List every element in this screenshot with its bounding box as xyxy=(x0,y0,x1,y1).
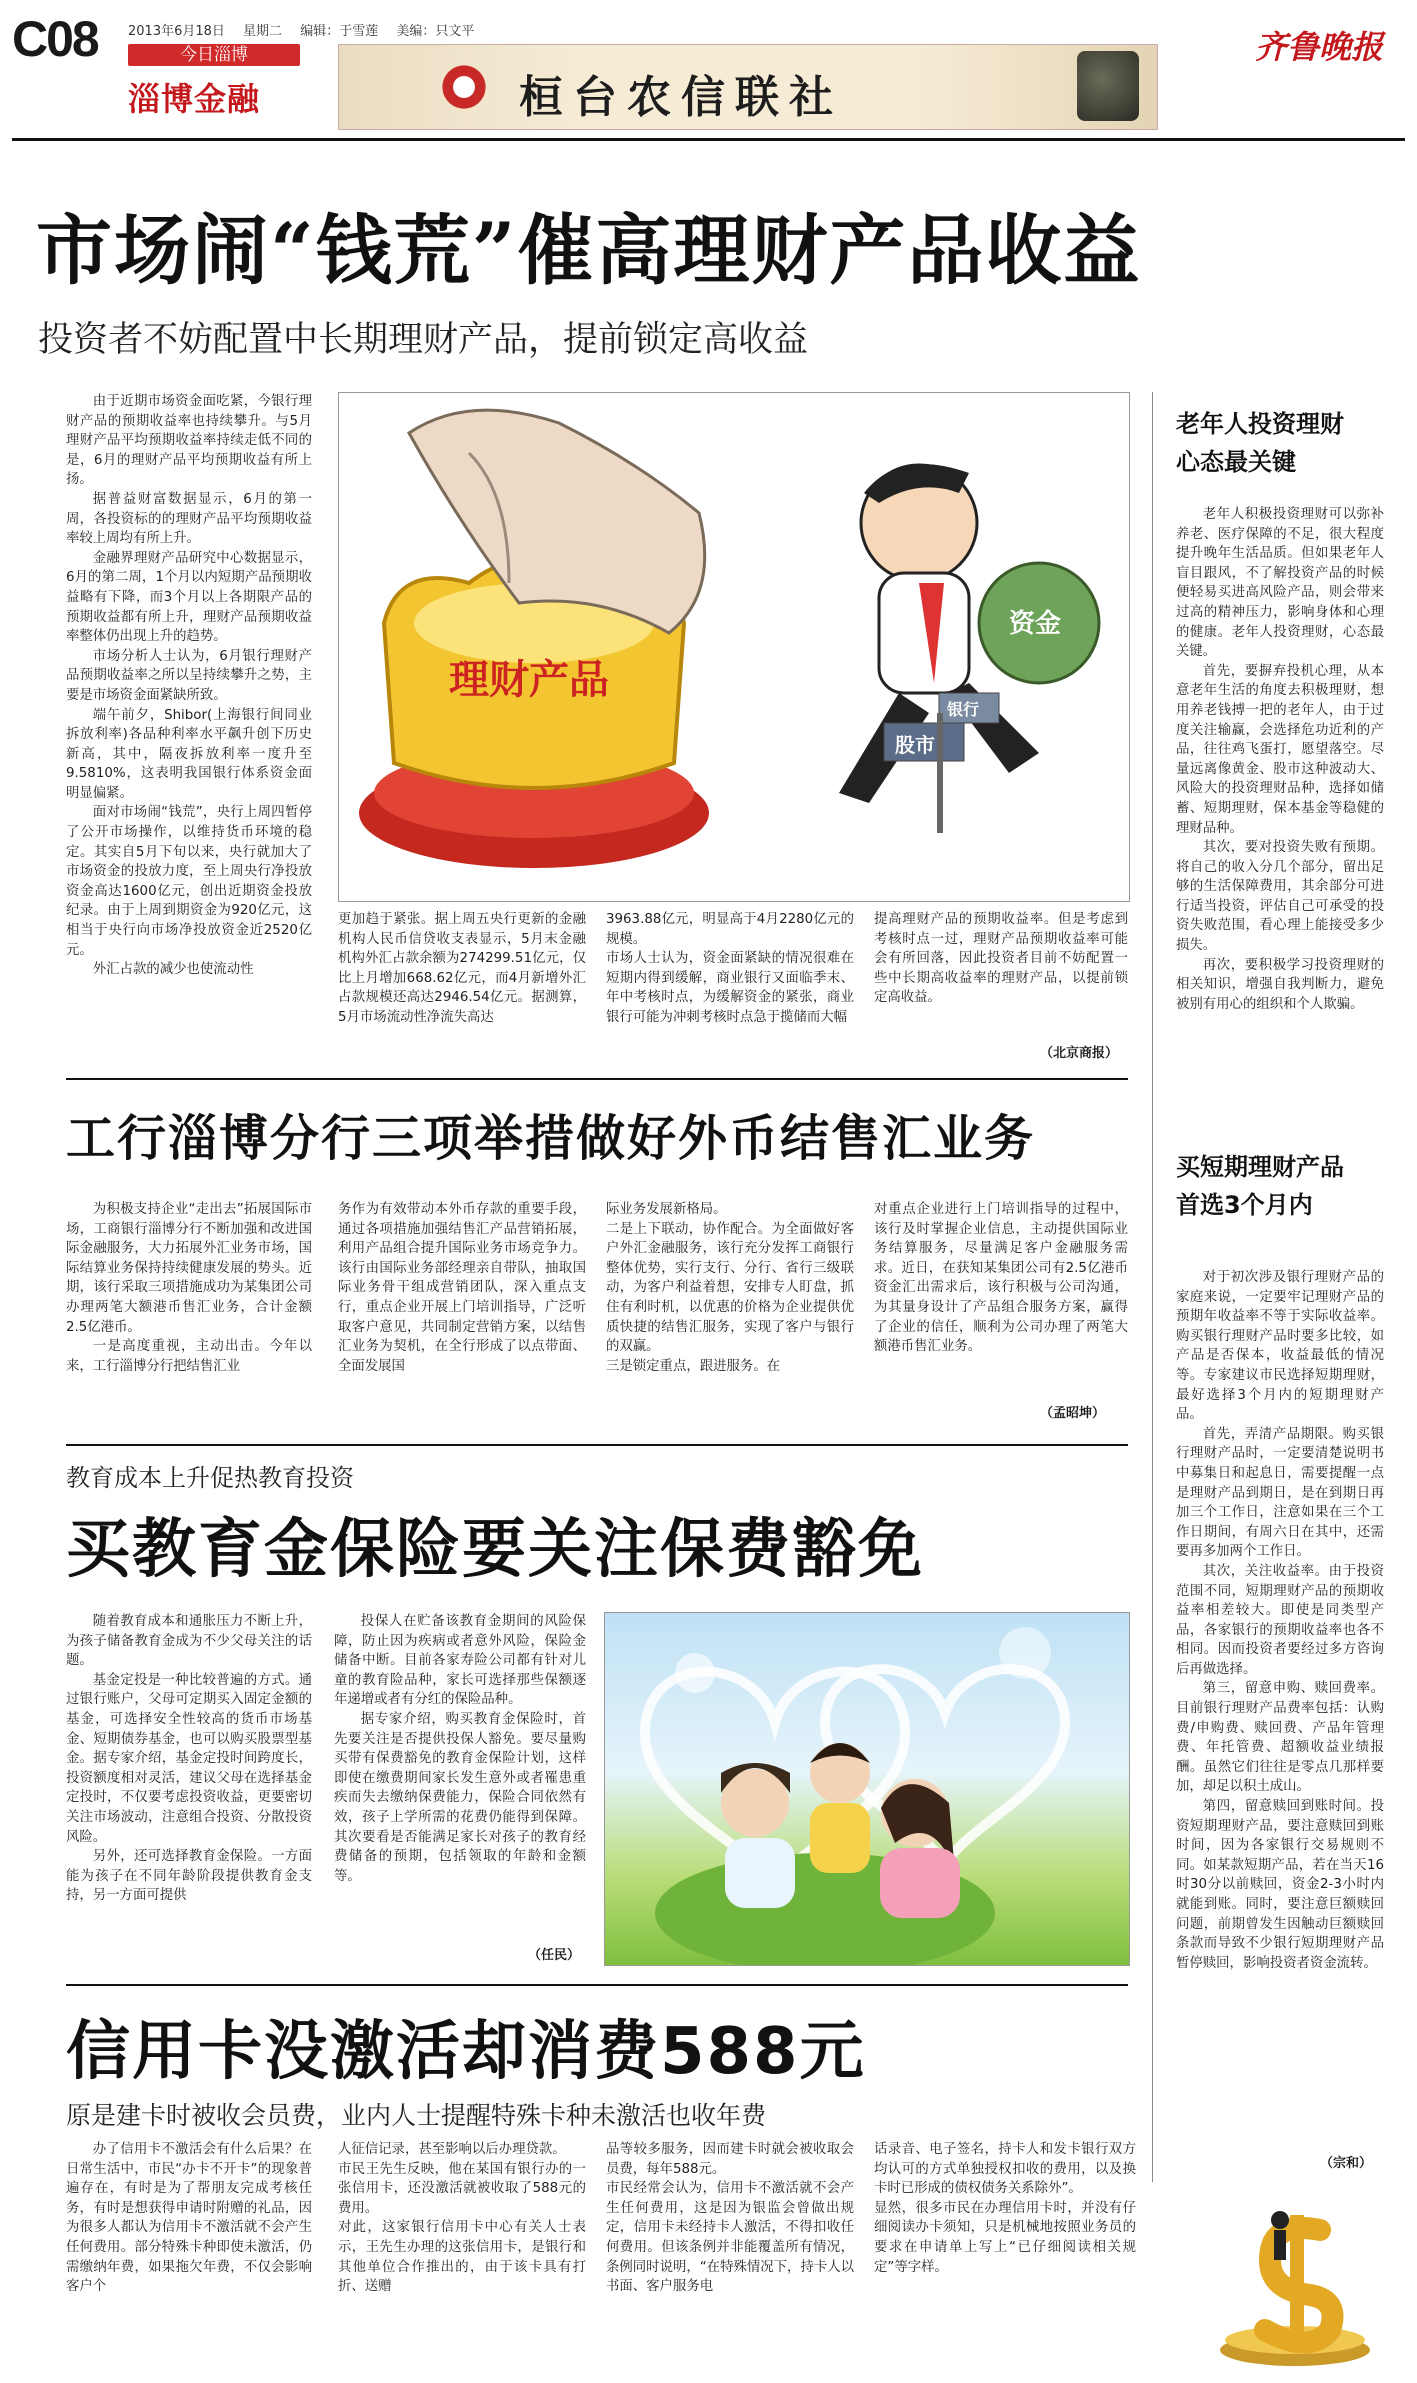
article4-top-rule xyxy=(66,1984,1128,1986)
paragraph: 外汇占款的减少也使流动性 xyxy=(92,962,254,978)
section-name: 淄博金融 xyxy=(128,80,261,118)
family-photo-illustration xyxy=(605,1613,1129,1965)
article2-top-rule xyxy=(66,1078,1128,1080)
sidebar1-body xyxy=(1176,505,1384,1117)
sidebar1-title xyxy=(1176,405,1344,481)
cartoon-illustration xyxy=(339,393,1129,901)
header-rule xyxy=(12,138,1405,141)
sidebar1-title-line1: 老年人投资理财 xyxy=(1176,410,1344,438)
article2-column-4: 对重点企业进行上门培训指导的过程中，该行及时掌握企业信息，主动提供国际业务结算服务，尽量满足客户金融服务需求。近日，在获知某集团公司有2.5亿港币资金汇出需求后，该行积极与公司沟通，为其量身设计了产品组合服务方案，赢得了企业的信任，顺利为公司办理了两笔大额港币售汇业务。 xyxy=(874,1202,1128,1355)
article3-kicker: 教育成本上升促热教育投资 xyxy=(66,1464,354,1492)
article4-column-3: 品等较多服务，因而建卡时就会被收取会员费，每年588元。 市民经常会认为，信用卡不激活就不会产生任何费用，这是因为银监会曾做出规定，信用卡未经持卡人激活，不得扣收任何费用。但该条例并非能覆盖所有情况，条例同时说明，“在特殊情况下，持卡人以书面、客户服务电 xyxy=(606,2142,854,2295)
article3-title: 买教育金保险要关注保费豁免 xyxy=(66,1513,924,1587)
issue-date: 2013年6月18日 xyxy=(128,24,225,39)
paragraph: 再次，要积极学习投资理财的相关知识，增强自我判断力，避免被别有用心的组织和个人欺骗。 xyxy=(1176,957,1384,1012)
sidebar2-body xyxy=(1176,1268,1384,2148)
paragraph: 金融界理财产品研究中心数据显示，6月的第二周，1个月以内短期产品预期收益略有下降，而3个月以上各期限产品的预期收益都有所上升，理财产品预期收益率整体仍出现上升的趋势。 xyxy=(66,550,312,645)
article4-title: 信用卡没激活却消费588元 xyxy=(66,2015,866,2089)
paragraph: 投保人在贮备该教育金期间的风险保障，防止因为疾病或者意外风险，保险金储备中断。目前各家寿险公司都有针对儿童的教育险品种，家长可选择那些保额逐年递增或者有分红的保险品种。 xyxy=(334,1614,586,1708)
money-bag-label: 资金 xyxy=(1009,609,1062,639)
article1-subtitle: 投资者不妨配置中长期理财产品，提前锁定高收益 xyxy=(38,320,809,360)
paragraph: 市场分析人士认为，6月银行理财产品预期收益率之所以呈持续攀升之势，主要是市场资金面紧缺所致。 xyxy=(66,648,312,703)
article1-source: （北京商报） xyxy=(1040,1046,1119,1061)
stock-sign-label: 股市 xyxy=(895,733,935,757)
article1-title: 市场闹“钱荒”催高理财产品收益 xyxy=(36,206,1142,295)
article1-column-3: 3963.88亿元，明显高于4月2280亿元的规模。 市场人士认为，资金面紧缺的情况很难在短期内得到缓解，商业银行又面临季末、年中考核时点，为缓解资金的紧张，商业银行可能为冲刺考核时点急于揽储而大幅 xyxy=(606,912,854,1025)
article2-column-1 xyxy=(66,1200,312,1432)
advertisement-banner xyxy=(338,44,1158,130)
paragraph: 据专家介绍，购买教育金保险时，首先要关注是否提供投保人豁免。要尽量购买带有保费豁免的教育金保险计划，这样即使在缴费期间家长发生意外或者罹患重疾而失去缴纳保费能力，保险合同依然有效，孩子上学所需的花费仍能得到保障。其次要看是否能满足家长对孩子的教育经费储备的预期，包括领取的年龄和金额等。 xyxy=(334,1711,586,1884)
sidebar-divider xyxy=(1152,392,1153,2182)
weekday: 星期二 xyxy=(243,24,283,39)
paragraph: 随着教育成本和通胀压力不断上升，为孩子储备教育金成为不少父母关注的话题。 xyxy=(66,1614,312,1669)
paragraph: 老年人积极投资理财可以弥补养老、医疗保障的不足，很大程度提升晚年生活品质。但如果老年人盲目跟风，不了解投资产品的时候便轻易买进高风险产品，则会带来过高的精神压力，影响身体和心理的健康。老年人投资理财，心态最关键。 xyxy=(1176,507,1384,660)
article1-cartoon-image xyxy=(338,392,1130,902)
paragraph: 首先，要摒弃投机心理，从本意老年生活的角度去积极理财，想用养老钱搏一把的老年人，由于过度关注输赢，会选择危功近利的产品，往往鸡飞蛋打，愿望落空。尽量远离像黄金、股市这种波动大、风险大的投资理财品种，选择如储蓄、短期理财，保本基金等稳健的理财品种。 xyxy=(1176,663,1384,836)
paragraph: 第三，留意申购、赎回费率。目前银行理财产品费率包括：认购费/申购费、赎回费、产品年管理费、年托管费、超额收益业绩报酬。虽然它们往往是零点几那样要加，却足以积土成山。 xyxy=(1176,1681,1384,1795)
designer-credit: 美编：只文平 xyxy=(396,24,475,39)
article4-column-2: 人征信记录，甚至影响以后办理贷款。 市民王先生反映，他在某国有银行办的一张信用卡，还没激活就被收取了588元的费用。 对此，这家银行信用卡中心有关人士表示，王先生办理的这张信用卡，是银行和其他单位合作推出的，由于该卡具有打折、送赠 xyxy=(338,2142,586,2295)
article2-column-2: 务作为有效带动本外币存款的重要手段，通过各项措施加强结售汇产品营销拓展，利用产品组合提升国际业务市场竞争力。该行由国际业务部经理亲自带队，抽取国际业务骨干组成营销团队，深入重点支行，重点企业开展上门培训指导，广泛听取客户意见，共同制定营销方案，以结售汇业务为契机，在全行形成了以点带面、全面发展国 xyxy=(338,1202,586,1374)
sidebar2-source: （宗和） xyxy=(1320,2156,1373,2171)
paragraph: 对于初次涉及银行理财产品的家庭来说，一定要牢记理财产品的预期年收益率不等于实际收益率。购买银行理财产品时要多比较，如产品是否保本，收益最低的情况等。专家建议市民选择短期理财，最好选择3个月内的短期理财产品。 xyxy=(1176,1270,1384,1423)
sidebar2-title-line2: 首选3个月内 xyxy=(1176,1191,1313,1219)
sidebar1-title-line2: 心态最关键 xyxy=(1176,448,1296,476)
paragraph: 由于近期市场资金面吃紧，今银行理财产品的预期收益率也持续攀升。与5月理财产品平均预期收益率持续走低不同的是，6月的理财产品平均预期收益有所上扬。 xyxy=(66,394,312,488)
bank-sign-label: 银行 xyxy=(947,700,980,719)
paragraph: 面对市场闹“钱荒”，央行上周四暂停了公开市场操作，以维持货币环境的稳定。其实自5月下旬以来，央行就加大了市场资金的投放力度，至上周央行净投放资金高达1600亿元，创出近期资金投放纪录。由于上周到期资金为920亿元，这相当于央行向市场净投放资金近2520亿元。 xyxy=(66,805,312,958)
section-tag: 今日淄博 xyxy=(128,44,300,66)
article1-column-4: 提高理财产品的预期收益率。但是考虑到考核时点一过，理财产品预期收益率可能会有所回落，因此投资者目前不妨配置一些中长期高收益率的理财产品，以提前锁定高收益。 xyxy=(874,912,1128,1006)
paragraph: 另外，还可选择教育金保险。一方面能为孩子在不同年龄阶段提供教育金支持，另一方面可提供 xyxy=(66,1849,312,1904)
money-figure-decoration xyxy=(1210,2190,1380,2370)
editor-credit: 编辑：于雪莲 xyxy=(300,24,379,39)
paragraph: 其次，关注收益率。由于投资范围不同，短期理财产品的预期收益率相差较大。即使是同类型产品，各家银行的预期收益率也各不相同。因而投资者要经过多方咨询后再做选择。 xyxy=(1176,1563,1384,1677)
paragraph: 首先，弄清产品期限。购买银行理财产品时，一定要清楚说明书中募集日和起息日，需要提醒一点是理财产品到期日，是在到期日再加三个工作日，注意如果在三个工作日期间，有周六日在其中，还需要再多加两个工作日。 xyxy=(1176,1426,1384,1560)
page-number: C08 xyxy=(12,11,98,67)
paragraph: 据普益财富数据显示，6月的第一周，各投资标的的理财产品平均预期收益率较上周均有所上升。 xyxy=(66,491,312,547)
article3-source: （任民） xyxy=(528,1948,581,1963)
paragraph: 端午前夕，Shibor(上海银行间同业拆放利率)各品种利率水平飙升创下历史新高，其中，隔夜拆放利率一度升至9.5810%，这表明我国银行体系资金面明显偏紧。 xyxy=(66,707,312,801)
article1-column-2: 更加趋于紧张。据上周五央行更新的金融机构人民币信贷收支表显示，5月末金融机构外汇占款余额为274299.51亿元，仅比上月增加668.62亿元，而4月新增外汇占款规模还高达2946.54亿元。据测算，5月市场流动性净流失高达 xyxy=(338,912,586,1025)
article1-column-1 xyxy=(66,392,312,1060)
paragraph: 基金定投是一种比较普遍的方式。通过银行账户，父母可定期买入固定金额的基金，可选择安全性较高的货币市场基金、短期债券基金，也可以购买股票型基金。据专家介绍，基金定投时间跨度长，投资额度相对灵活，建议父母在选择基金定投时，不仅要考虑投资收益，更要密切关注市场波动，注意组合投资、分散投资风险。 xyxy=(66,1672,312,1845)
paragraph: 为积极支持企业“走出去”拓展国际市场，工商银行淄博分行不断加强和改进国际金融服务，大力拓展外汇业务市场，国际结算业务保持持续健康发展的势头。近期，该行采取三项措施成功为某集团公司办理两笔大额港币售汇业务，合计金额2.5亿港币。 xyxy=(66,1202,312,1335)
gold-label: 理财产品 xyxy=(449,656,609,703)
paragraph: 一是高度重视，主动出击。今年以来，工行淄博分行把结售汇业 xyxy=(66,1339,312,1374)
article3-family-photo xyxy=(604,1612,1130,1966)
article4-column-4: 话录音、电子签名，持卡人和发卡银行双方均认可的方式单独授权扣收的费用，以及换卡时已形成的债权债务关系除外”。 显然，很多市民在办理信用卡时，并没有仔细阅读办卡须知，只是机械地按照业务员的要求在申请单上写上“已仔细阅读相关规定”等字样。 xyxy=(874,2142,1136,2275)
dollar-coin-icon xyxy=(1210,2190,1380,2370)
bank-logo-icon xyxy=(439,62,489,112)
paragraph: 第四，留意赎回到账时间。投资短期理财产品，要注意赎回到账时间，因为各家银行交易规则不同。如某款短期产品，若在当天16时30分以前赎回，资金2-3小时内就能到账。同时，要注意巨额赎回问题，前期曾发生因触动巨额赎回条款而导致不少银行短期理财产品暂停赎回，影响投资者资金流转。 xyxy=(1176,1799,1384,1971)
article3-top-rule xyxy=(66,1444,1128,1446)
article2-source: （孟昭坤） xyxy=(1040,1406,1106,1421)
article2-title: 工行淄博分行三项举措做好外币结售汇业务 xyxy=(66,1110,1036,1167)
article3-column-2 xyxy=(334,1612,586,1972)
sidebar2-title-line1: 买短期理财产品 xyxy=(1176,1153,1344,1181)
article4-subtitle: 原是建卡时被收会员费，业内人士提醒特殊卡种未激活也收年费 xyxy=(66,2101,767,2130)
ad-text: 桓台农信联社 xyxy=(519,72,843,123)
newspaper-masthead: 齐鲁晚报 xyxy=(1255,28,1384,66)
paragraph: 其次，要对投资失败有预期。将自己的收入分几个部分，留出足够的生活保障费用，其余部分可进行适当投资，评估自己可承受的投资失败范围，看心理上能接受多少损失。 xyxy=(1176,840,1384,954)
article2-column-3: 际业务发展新格局。 二是上下联动，协作配合。为全面做好客户外汇金融服务，该行充分发挥工商银行整体优势，实行支行、分行、省行三级联动，为客户利益着想，安排专人盯盘，抓住有利时机，以优惠的价格为企业提供优质快捷的结售汇服务，实现了客户与银行的双赢。 三是锁定重点，跟进服务。在 xyxy=(606,1202,854,1374)
page-meta xyxy=(128,20,488,39)
seal-decoration-icon xyxy=(1077,51,1139,121)
article4-column-1: 办了信用卡不激活会有什么后果？在日常生活中，市民“办卡不开卡”的现象普遍存在，有时是为了帮朋友完成考核任务，有时是想获得申请时附赠的礼品，因为很多人都认为信用卡不激活就不会产生任何费用。部分特殊卡种即使未激活，仍需缴纳年费，如果拖欠年费，不仅会影响客户个 xyxy=(66,2142,312,2295)
sidebar2-title xyxy=(1176,1148,1344,1224)
article3-column-1 xyxy=(66,1612,312,1972)
